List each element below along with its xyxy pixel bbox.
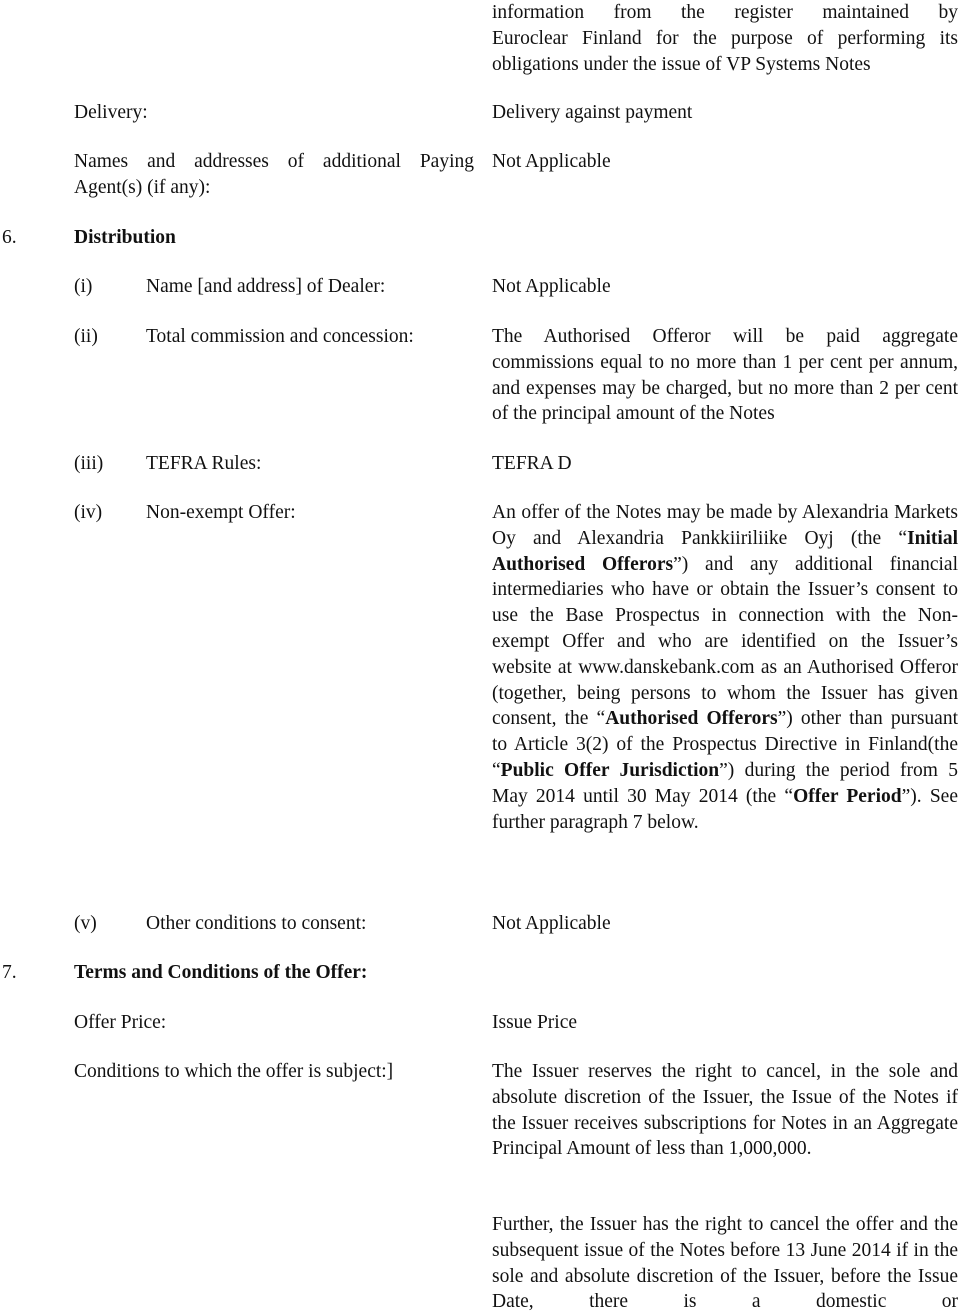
delivery-value: Delivery against payment <box>492 102 693 123</box>
offer-price-label: Offer Price: <box>74 1012 167 1033</box>
defined-term-offer-period: Offer Period <box>793 785 902 807</box>
item-iv-text-3: ”) other than pursuant to Article 3(2) of the Prospectus Directive in Finland(the “ <box>492 708 958 781</box>
defined-term-authorised-offerors: Authorised Offerors <box>605 708 778 730</box>
section-7-title: Terms and Conditions of the Offer: <box>74 962 368 983</box>
item-v-value: Not Applicable <box>492 913 611 934</box>
conditions-value-paragraph-2: Further, the Issuer has the right to cancel the offer and the subsequent issue of the Notes before 13 June 2014 if in the sole and absolute discretion of the Issuer, before the Issue Date, there is a domestic or <box>492 1214 958 1313</box>
item-iv-label: Non-exempt Offer: <box>146 502 296 523</box>
item-iii-number: (iii) <box>74 453 104 474</box>
paying-agents-label-line-1: Names and addresses of additional Paying <box>74 151 474 172</box>
delivery-label: Delivery: <box>74 102 148 123</box>
section-6-title: Distribution <box>74 227 176 248</box>
continuation-line-3: obligations under the issue of VP Systems Notes <box>492 53 871 75</box>
paying-agents-label <box>74 149 474 201</box>
item-i-number: (i) <box>74 276 93 297</box>
continuation-line-2: Euroclear Finland for the purpose of performing its <box>492 27 958 49</box>
item-v-number: (v) <box>74 913 97 934</box>
item-ii-value: The Authorised Offeror will be paid aggregate commissions equal to no more than 1 per cent per annum, and expenses may be charged, but no more than 2 per cent of the principal amount of the Notes <box>492 326 958 425</box>
item-iv-text-4: ”) during the period from 5 May 2014 until 30 May 2014 (the “ <box>492 759 958 807</box>
item-i-label: Name [and address] of Dealer: <box>146 276 386 297</box>
offer-price-value: Issue Price <box>492 1012 578 1033</box>
paying-agents-value: Not Applicable <box>492 151 611 172</box>
defined-term-initial-authorised-offerors: Initial Authorised Offerors <box>492 527 958 575</box>
section-7-number: 7. <box>2 962 17 983</box>
item-iii-value: TEFRA D <box>492 453 572 474</box>
continuation-line-1: information from the register maintained by <box>492 2 958 23</box>
item-iv-text-1: An offer of the Notes may be made by Alexandria Markets Oy and Alexandria Pankkiiriliike Oyj (the “ <box>492 502 958 549</box>
paying-agents-label-line-2: Agent(s) (if any): <box>74 176 211 198</box>
item-iii-label: TEFRA Rules: <box>146 453 262 474</box>
item-iv-number: (iv) <box>74 502 103 523</box>
item-iv-text-5: ”). See further paragraph 7 below. <box>492 785 958 833</box>
top-continuation-text <box>492 0 958 77</box>
item-ii-label: Total commission and concession: <box>146 326 414 347</box>
conditions-label: Conditions to which the offer is subject:] <box>74 1061 394 1082</box>
item-ii-number: (ii) <box>74 326 98 347</box>
item-iv-text-2: ”) and any additional financial intermediaries who have or obtain the Issuer’s consent to use the Base Prospectus in connection with the Non-exempt Offer and who are identified on the Issuer’s website at www.danskebank.com as an Authorised Offeror (together, being persons to whom the Issuer has given consent, the “ <box>492 553 958 730</box>
item-v-label: Other conditions to consent: <box>146 913 367 934</box>
item-iv-value <box>492 500 958 835</box>
conditions-value-paragraph-1: The Issuer reserves the right to cancel, in the sole and absolute discretion of the Issuer, the Issue of the Notes if the Issuer receives subscriptions for Notes in an Aggregate Principal Amount of less than 1,000,000. <box>492 1061 958 1160</box>
defined-term-public-offer-jurisdiction: Public Offer Jurisdiction <box>500 759 720 781</box>
section-6-number: 6. <box>2 227 17 248</box>
item-i-value: Not Applicable <box>492 276 611 297</box>
